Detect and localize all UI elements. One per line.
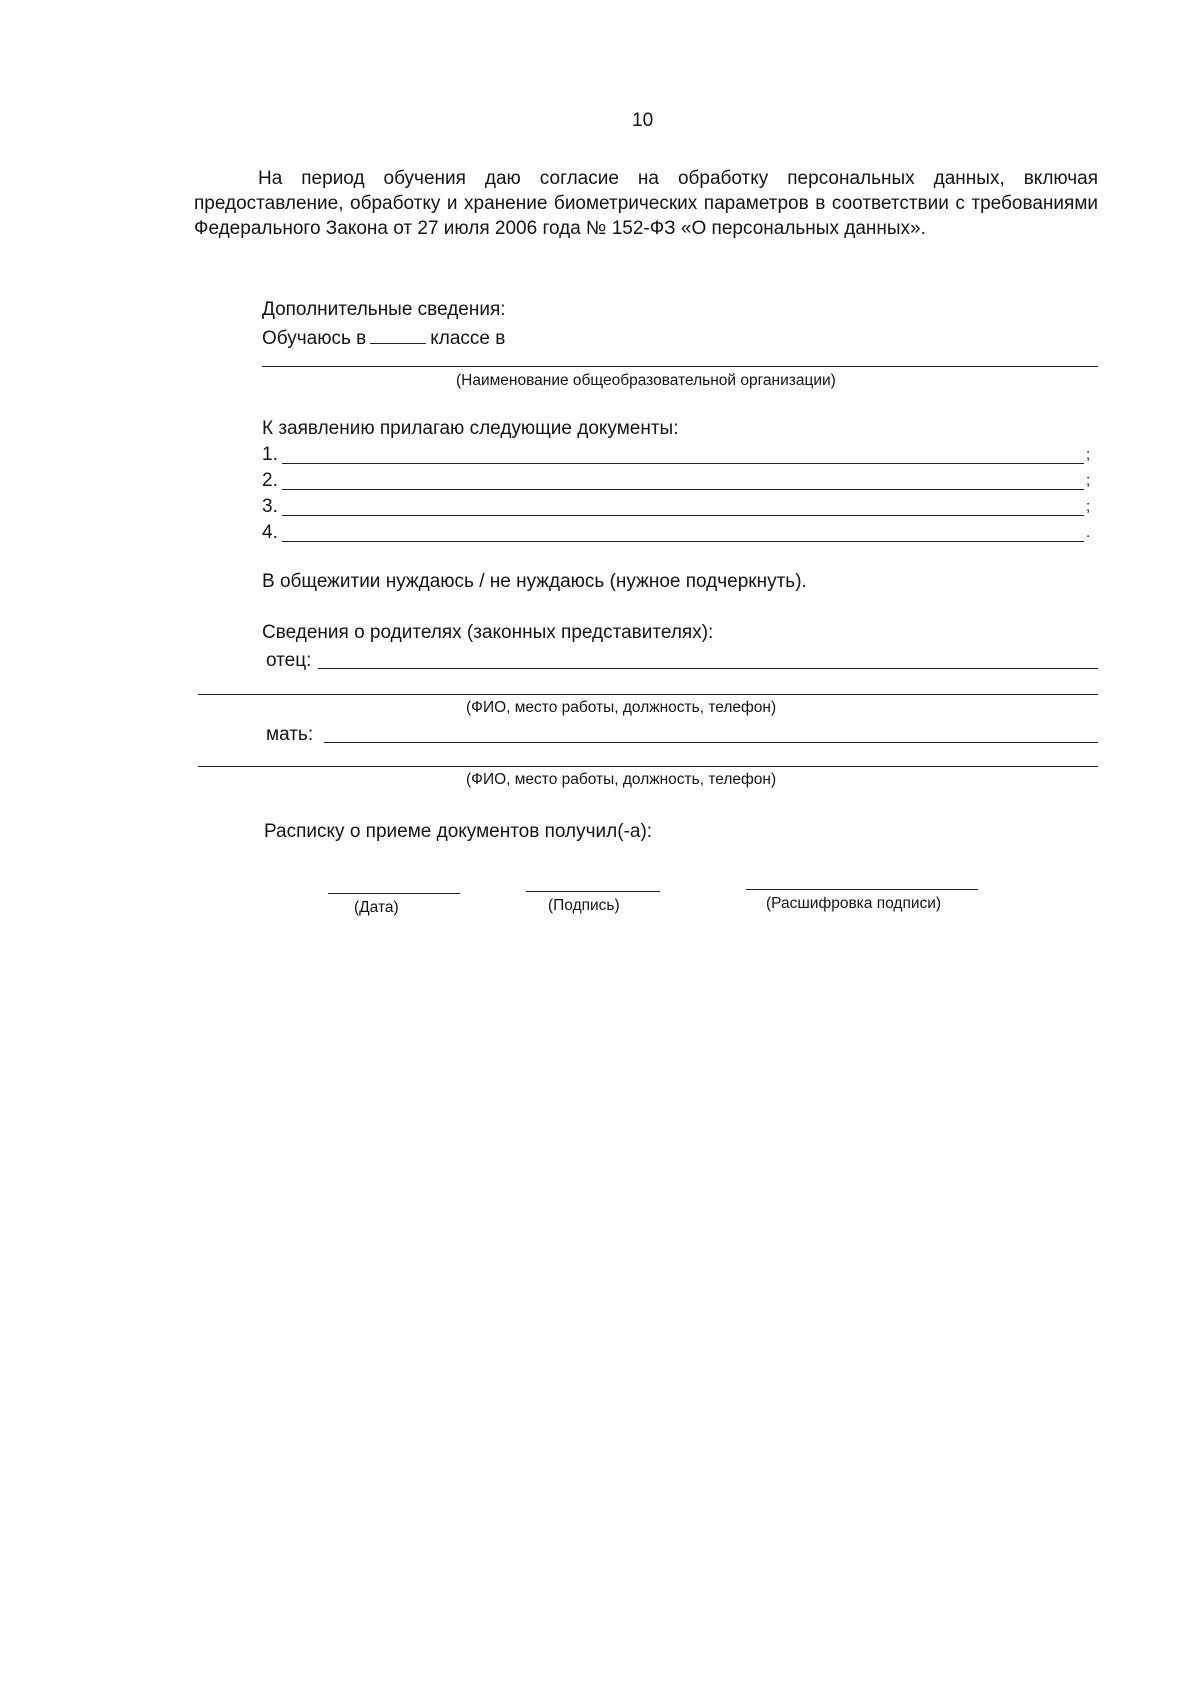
document-item-number: 3.	[262, 496, 278, 517]
document-item-line[interactable]	[282, 489, 1084, 490]
studying-line	[262, 325, 505, 350]
mother-line-continuation[interactable]	[198, 766, 1098, 767]
organization-caption: (Наименование общеобразовательной организации)	[456, 372, 836, 389]
document-item-number: 1.	[262, 444, 278, 465]
signature-decoding-line[interactable]	[746, 889, 978, 890]
page-number: 10	[632, 110, 654, 131]
receipt-text: Расписку о приеме документов получил(-а):	[264, 821, 653, 842]
father-line[interactable]	[318, 668, 1098, 669]
mother-label: мать:	[266, 724, 314, 745]
document-item-number: 2.	[262, 470, 278, 491]
dormitory-line: В общежитии нуждаюсь / не нуждаюсь (нужное подчеркнуть).	[262, 571, 807, 592]
date-caption: (Дата)	[354, 899, 399, 916]
father-line-continuation[interactable]	[198, 694, 1098, 695]
document-item-end: .	[1086, 524, 1091, 541]
signature-line[interactable]	[526, 891, 660, 892]
documents-heading: К заявлению прилагаю следующие документы:	[262, 418, 679, 439]
studying-suffix: классе в	[430, 328, 506, 349]
father-label: отец:	[266, 650, 312, 671]
organization-line[interactable]	[262, 366, 1098, 367]
additional-heading: Дополнительные сведения:	[262, 299, 506, 320]
date-line[interactable]	[328, 893, 460, 894]
document-item-number: 4.	[262, 522, 278, 543]
mother-line[interactable]	[324, 742, 1098, 743]
document-item-end: ;	[1086, 446, 1091, 463]
parents-heading: Сведения о родителях (законных представителях):	[262, 622, 714, 643]
mother-caption: (ФИО, место работы, должность, телефон)	[466, 771, 777, 788]
signature-caption: (Подпись)	[548, 897, 620, 914]
document-item-end: ;	[1086, 498, 1091, 515]
document-item-line[interactable]	[282, 541, 1084, 542]
grade-blank[interactable]	[370, 325, 426, 344]
document-item-line[interactable]	[282, 515, 1084, 516]
document-item-end: ;	[1086, 472, 1091, 489]
father-caption: (ФИО, место работы, должность, телефон)	[466, 699, 777, 716]
consent-paragraph: На период обучения даю согласие на обработку персональных данных, включая предоставление, обработку и хранение биометрических параметров в соответствии с требованиями Федерального Закона от 27 июля 2006 года № 152-ФЗ «О персональных данных».	[194, 168, 1098, 239]
document-item-line[interactable]	[282, 463, 1084, 464]
studying-prefix: Обучаюсь в	[262, 328, 367, 349]
signature-decoding-caption: (Расшифровка подписи)	[766, 895, 942, 912]
